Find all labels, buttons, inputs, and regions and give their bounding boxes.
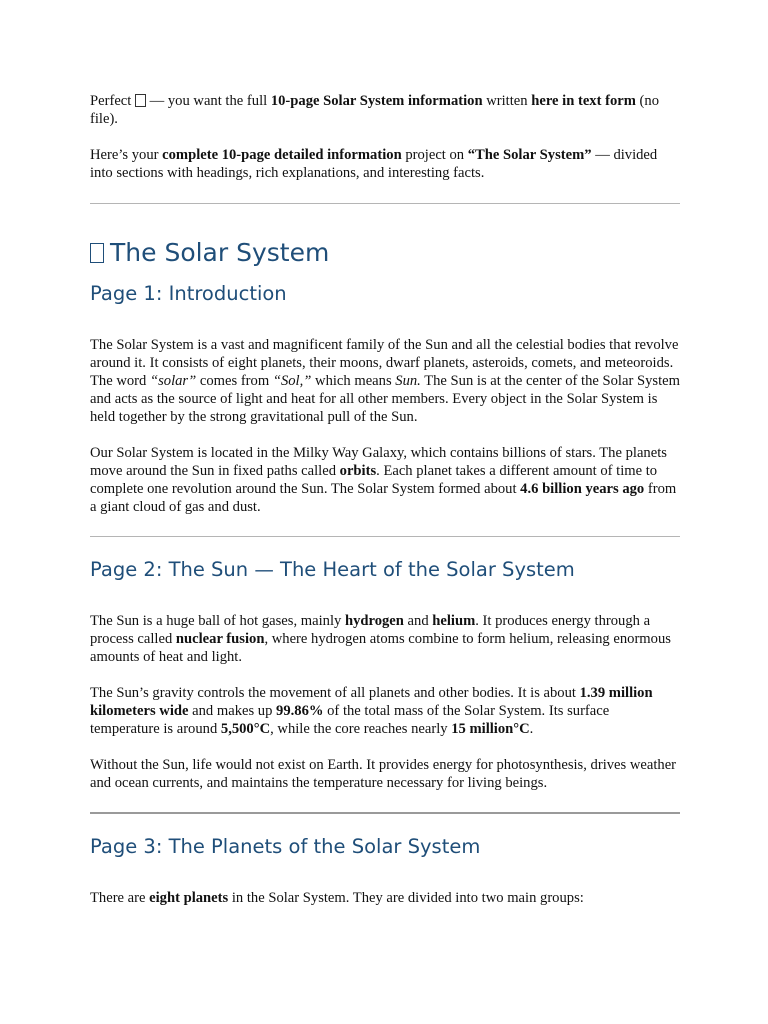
intro-paragraph-1 <box>90 92 680 128</box>
page-2-heading: Page 2: The Sun — The Heart of the Solar System <box>90 558 575 581</box>
page-2-paragraph-1 <box>90 612 680 666</box>
page-1-paragraph-2 <box>90 444 680 516</box>
intro-paragraph-2 <box>90 146 680 182</box>
page-3-paragraph-1 <box>90 889 680 907</box>
bold-run: “The Solar System” <box>467 147 592 163</box>
text-run: The Sun’s gravity controls the movement of all planets and other bodies. It is about <box>90 685 580 701</box>
text-run: — you want the full <box>145 93 271 109</box>
missing-glyph-icon <box>90 243 104 263</box>
text-run: . It produces energy through a process called <box>90 613 651 647</box>
divider <box>90 536 680 537</box>
text-run: There are <box>90 890 150 906</box>
text-run: Our Solar System is located in the Milky Way Galaxy, which contains billions of stars. The planets move around the Sun in fixed paths called <box>90 445 667 479</box>
text-run: comes from <box>196 373 273 389</box>
page-1-paragraph-1 <box>90 336 680 426</box>
page-1-heading: Page 1: Introduction <box>90 282 287 305</box>
text-run: and <box>403 613 433 629</box>
document-title-text: The Solar System <box>110 238 330 267</box>
bold-run: 15 million°C <box>451 721 530 737</box>
bold-run: helium <box>432 613 476 629</box>
bold-run: 99.86% <box>276 703 324 719</box>
bold-run: eight planets <box>149 890 229 906</box>
italic-run: “solar” <box>149 373 197 389</box>
text-run: , while the core reaches nearly <box>270 721 452 737</box>
page-3-heading: Page 3: The Planets of the Solar System <box>90 835 481 858</box>
text-run: The Solar System is a vast and magnificent family of the Sun and all the celestial bodies that revolve around it. It consists of eight planets, their moons, dwarf planets, asteroids, comets, and meteoroids. The word <box>90 337 679 389</box>
page-2-paragraph-2 <box>90 684 680 738</box>
text-run: and makes up <box>188 703 277 719</box>
bold-run: hydrogen <box>344 613 404 629</box>
bold-run: 1.39 million kilometers wide <box>90 685 653 719</box>
text-run: in the Solar System. They are divided into two main groups: <box>228 890 584 906</box>
text-run: , where hydrogen atoms combine to form helium, releasing enormous amounts of heat and light. <box>90 631 671 665</box>
divider <box>90 812 680 814</box>
text-run: The Sun is a huge ball of hot gases, mainly <box>90 613 345 629</box>
document-page <box>90 92 680 907</box>
text-run: The Sun is at the center of the Solar System and acts as the source of light and heat for all other members. Every object in the Solar System is held together by the strong gravitational pull of the Sun. <box>90 373 680 425</box>
bold-run: complete 10-page detailed information <box>162 147 402 163</box>
bold-run: nuclear fusion <box>175 631 265 647</box>
italic-run: Sun. <box>395 373 421 389</box>
italic-run: “Sol,” <box>272 373 312 389</box>
text-run: which means <box>311 373 396 389</box>
text-run: of the total mass of the Solar System. Its surface temperature is around <box>90 703 610 737</box>
bold-run: orbits <box>339 463 377 479</box>
text-run: written <box>482 93 532 109</box>
bold-run: 5,500°C <box>220 721 271 737</box>
bold-run: 4.6 billion years ago <box>520 481 645 497</box>
text-run: Perfect <box>90 93 135 109</box>
missing-glyph-icon <box>135 94 146 107</box>
divider <box>90 203 680 204</box>
text-run: . Each planet takes a different amount of time to complete one revolution around the Sun. The Solar System formed about <box>90 463 658 497</box>
text-run: . <box>529 721 534 737</box>
text-run: (no file). <box>90 93 660 127</box>
bold-run: 10-page Solar System information <box>270 93 483 109</box>
page-2-paragraph-3: Without the Sun, life would not exist on Earth. It provides energy for photosynthesis, drives weather and ocean currents, and maintains the temperature necessary for living beings. <box>90 757 677 791</box>
document-title <box>90 238 680 268</box>
bold-run: here in text form <box>531 93 636 109</box>
text-run: Here’s your <box>90 147 163 163</box>
text-run: — divided into sections with headings, rich explanations, and interesting facts. <box>90 147 658 181</box>
text-run: from a giant cloud of gas and dust. <box>90 481 677 515</box>
text-run: project on <box>401 147 468 163</box>
